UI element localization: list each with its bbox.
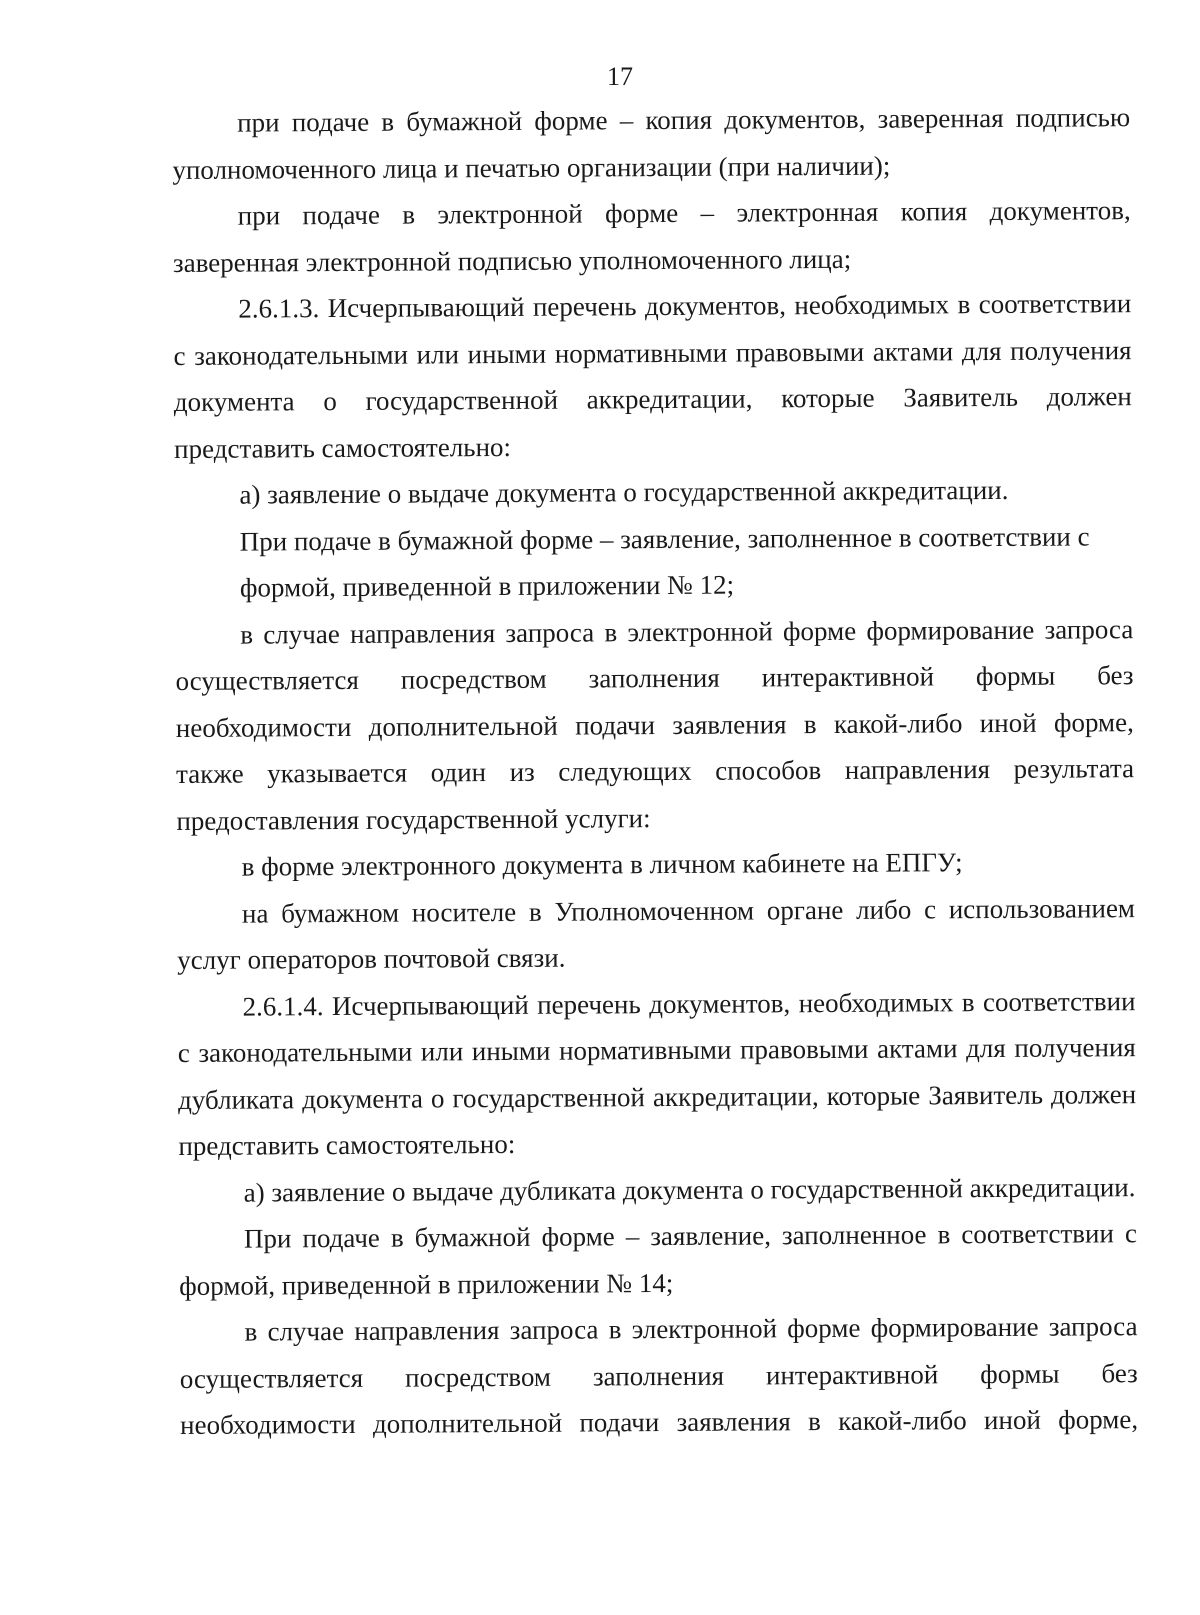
paragraph: в случае направления запроса в электронной форме формирование запроса осуществляется посредством заполнения интерактивной формы без необходимости дополнительной подачи заявления в какой-либо иной форме, [179,1311,1139,1440]
paragraph: 2.6.1.4. Исчерпывающий перечень документов, необходимых в соответствии с законодательными или иными нормативными правовыми актами для получения дубликата документа о государственной аккредитации, которые Заявитель должен представить самостоятельно: [177,985,1137,1161]
paragraph: При подаче в бумажной форме – заявление, заполненное в соответствии с формой, приведенной в приложении № 14; [179,1218,1138,1301]
document-body [172,94,1138,1448]
paragraph: при подаче в бумажной форме – копия документов, заверенная подписью уполномоченного лица и печатью организации (при наличии); [172,102,1131,185]
paragraph: При подаче в бумажной форме – заявление, заполненное в соответствии с [239,520,1090,557]
paragraph: в форме электронного документа в личном кабинете на ЕПГУ; [241,847,963,882]
paragraph: а) заявление о выдаче дубликата документа о государственной аккредитации. [243,1171,1136,1208]
paragraph: 2.6.1.3. Исчерпывающий перечень документов, необходимых в соответствии с законодательными или иными нормативными правовыми актами для получения документа о государственной аккредитации, которые Заявитель должен представить самостоятельно: [173,288,1132,464]
paragraph: в случае направления запроса в электронной форме формирование запроса осуществляется посредством заполнения интерактивной формы без необходимости дополнительной подачи заявления в какой-либо иной форме, также указывается один из следующих способов направления результата предоставления государственной услуги: [175,613,1135,836]
paragraph: на бумажном носителе в Уполномоченном органе либо с использованием услуг операторов почтовой связи. [177,892,1136,975]
paragraph: формой, приведенной в приложении № 12; [239,569,735,603]
paragraph: при подаче в электронной форме – электронная копия документов, заверенная электронной подписью уполномоченного лица; [172,195,1131,278]
paragraph: а) заявление о выдаче документа о государственной аккредитации. [239,474,1009,510]
page-number: 17 [607,62,633,91]
